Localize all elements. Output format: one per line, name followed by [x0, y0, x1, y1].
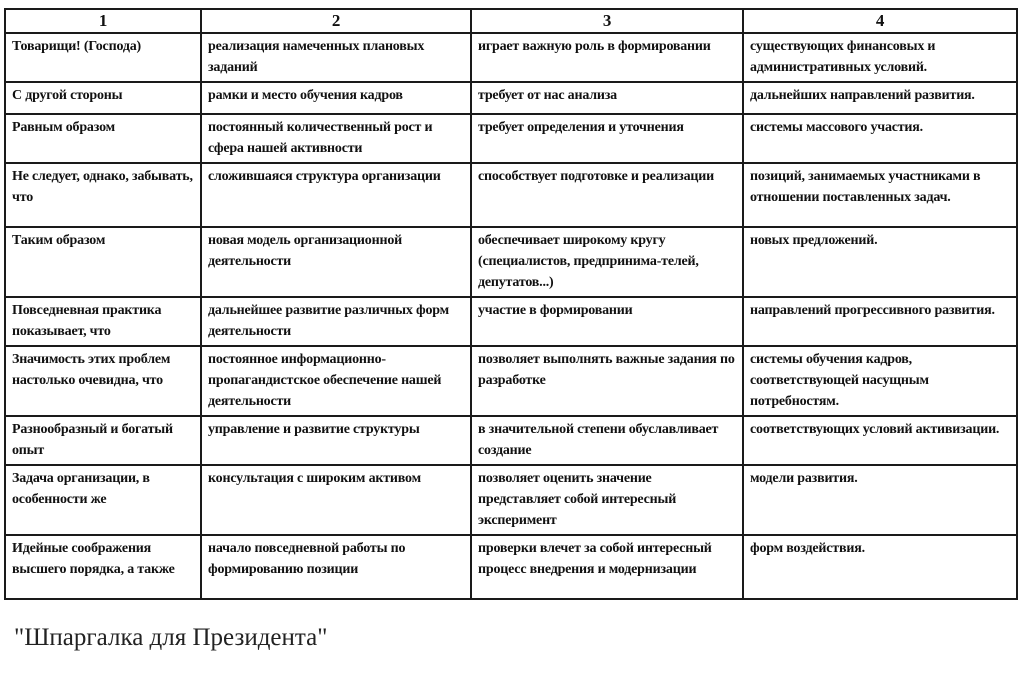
table-body	[5, 33, 1017, 599]
column-header-4: 4	[743, 9, 1017, 33]
table-cell-col3: позволяет оценить значение представляет собой интересный эксперимент	[471, 465, 743, 535]
table-cell-col2: реализация намеченных плановых заданий	[201, 33, 471, 82]
table-cell-col4: позиций, занимаемых участниками в отношении поставленных задач.	[743, 163, 1017, 227]
table-cell-col1: Не следует, однако, забывать, что	[5, 163, 201, 227]
table-cell-col3: участие в формировании	[471, 297, 743, 346]
table-cell-col1: Задача организации, в особенности же	[5, 465, 201, 535]
table-cell-col3: в значительной степени обуславливает создание	[471, 416, 743, 465]
table-row	[5, 227, 1017, 297]
table-cell-col2: сложившаяся структура организации	[201, 163, 471, 227]
table-cell-col2: постоянное информационно-пропагандистское обеспечение нашей деятельности	[201, 346, 471, 416]
table-row	[5, 114, 1017, 163]
table-cell-col1: Равным образом	[5, 114, 201, 163]
table-row	[5, 297, 1017, 346]
table-cell-col4: системы массового участия.	[743, 114, 1017, 163]
table-cell-col1: С другой стороны	[5, 82, 201, 114]
table-cell-col2: постоянный количественный рост и сфера нашей активности	[201, 114, 471, 163]
table-cell-col4: дальнейших направлений развития.	[743, 82, 1017, 114]
table-cell-col3: способствует подготовке и реализации	[471, 163, 743, 227]
table-cell-col3: требует от нас анализа	[471, 82, 743, 114]
table-cell-col2: новая модель организационной деятельности	[201, 227, 471, 297]
table-row	[5, 416, 1017, 465]
table-cell-col2: начало повседневной работы по формированию позиции	[201, 535, 471, 599]
table-cell-col2: дальнейшее развитие различных форм деятельности	[201, 297, 471, 346]
header-row	[5, 9, 1017, 33]
table-row	[5, 535, 1017, 599]
document-caption: "Шпаргалка для Президента"	[14, 624, 328, 651]
table-cell-col4: соответствующих условий активизации.	[743, 416, 1017, 465]
table-row	[5, 163, 1017, 227]
table-cell-col4: системы обучения кадров, соответствующей насущным потребностям.	[743, 346, 1017, 416]
table-cell-col4: направлений прогрессивного развития.	[743, 297, 1017, 346]
table-cell-col4: существующих финансовых и административных условий.	[743, 33, 1017, 82]
column-header-1: 1	[5, 9, 201, 33]
table-cell-col2: рамки и место обучения кадров	[201, 82, 471, 114]
table-cell-col1: Таким образом	[5, 227, 201, 297]
table-row	[5, 465, 1017, 535]
table-cell-col4: модели развития.	[743, 465, 1017, 535]
table-row	[5, 82, 1017, 114]
table-cell-col1: Повседневная практика показывает, что	[5, 297, 201, 346]
table-cell-col3: проверки влечет за собой интересный процесс внедрения и модернизации	[471, 535, 743, 599]
table-cell-col1: Разнообразный и богатый опыт	[5, 416, 201, 465]
table-cell-col1: Идейные соображения высшего порядка, а также	[5, 535, 201, 599]
table-cell-col1: Товарищи! (Господа)	[5, 33, 201, 82]
phrase-table	[4, 8, 1018, 600]
table-row	[5, 33, 1017, 82]
table-cell-col4: форм воздействия.	[743, 535, 1017, 599]
table-cell-col3: обеспечивает широкому кругу (специалистов, предпринима-телей, депутатов...)	[471, 227, 743, 297]
table-cell-col3: требует определения и уточнения	[471, 114, 743, 163]
column-header-2: 2	[201, 9, 471, 33]
table-cell-col4: новых предложений.	[743, 227, 1017, 297]
table-cell-col2: консультация с широким активом	[201, 465, 471, 535]
table-row	[5, 346, 1017, 416]
table-cell-col3: позволяет выполнять важные задания по разработке	[471, 346, 743, 416]
table-cell-col3: играет важную роль в формировании	[471, 33, 743, 82]
table-cell-col1: Значимость этих проблем настолько очевидна, что	[5, 346, 201, 416]
column-header-3: 3	[471, 9, 743, 33]
table-cell-col2: управление и развитие структуры	[201, 416, 471, 465]
